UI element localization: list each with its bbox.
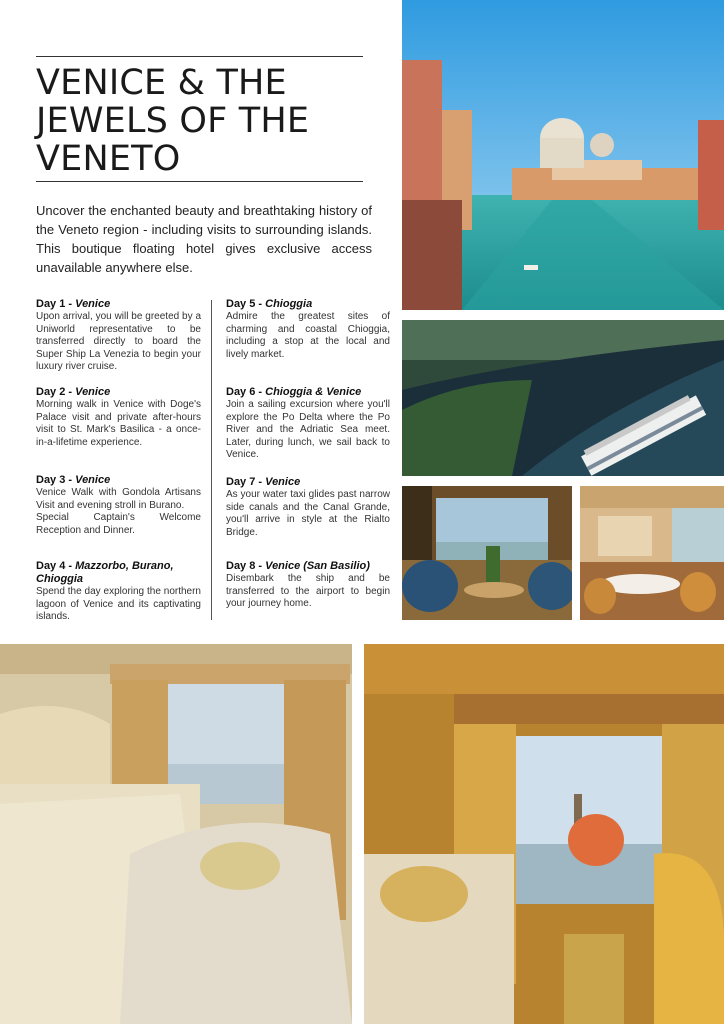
day-title: Day 1 - Venice [36, 298, 111, 310]
day-description: Disembark the ship and be transferred to the airport to begin your journey home. [226, 573, 390, 610]
day-title: Day 8 - Venice (San Basilio) [226, 560, 370, 572]
itinerary-day-3 [36, 474, 201, 537]
photo-venice-grand-canal [402, 0, 724, 310]
intro-paragraph: Uncover the enchanted beauty and breathtaking history of the Veneto region - including visits to surrounding islands. This boutique floating hotel gives exclusive access unavailable anywhere else. [36, 203, 372, 275]
page-title [36, 64, 376, 178]
itinerary-day-5 [226, 298, 390, 361]
title-bottom-rule [36, 181, 363, 182]
day-title: Day 5 - Chioggia [226, 298, 313, 310]
itinerary-day-6 [226, 386, 390, 462]
title-line-2: JEWELS OF THE [36, 101, 310, 141]
day-description: As your water taxi glides past narrow side canals and the Canal Grande, you'll arrive in style at the Rialto Bridge. [226, 489, 390, 538]
photo-ship-on-river [402, 320, 724, 476]
photo-ship-dining-room [580, 486, 724, 620]
day-description: Join a sailing excursion where you'll explore the Po Delta where the Po River and the Adriatic Sea meet. Later, during lunch, we sail back to Venice. [226, 399, 390, 461]
day-description-extra: Special Captain's Welcome Reception and Dinner. [36, 512, 201, 536]
photo-ship-lounge [402, 486, 572, 620]
title-line-1: VENICE & THE [36, 63, 287, 103]
day-title: Day 3 - Venice [36, 474, 111, 486]
day-description: Venice Walk with Gondola Artisans Visit and evening stroll in Burano. [36, 487, 201, 511]
itinerary-day-1 [36, 298, 201, 374]
title-line-3: VENETO [36, 139, 181, 179]
itinerary-day-4 [36, 560, 201, 624]
day-title: Day 7 - Venice [226, 476, 301, 488]
itinerary-day-2 [36, 386, 201, 449]
day-description: Admire the greatest sites of charming and coastal Chioggia, including a stop at the local and lively market. [226, 311, 390, 360]
day-title: Day 6 - Chioggia & Venice [226, 386, 362, 398]
photo-suite-living-area [364, 644, 724, 1024]
day-description: Morning walk in Venice with Doge's Palace visit and private after-hours visit to St. Mark's Basilica - a once-in-a-lifetime experience. [36, 399, 201, 448]
day-description: Upon arrival, you will be greeted by a Uniworld representative to be transferred directly to board the Super Ship La Venezia to begin your luxury river cruise. [36, 311, 201, 373]
column-divider [211, 300, 212, 620]
itinerary-day-7 [226, 476, 390, 539]
day-title: Day 4 - Mazzorbo, Burano, Chioggia [36, 560, 174, 585]
title-top-rule [36, 56, 363, 57]
day-title: Day 2 - Venice [36, 386, 111, 398]
day-description: Spend the day exploring the northern lagoon of Venice and its captivating islands. [36, 586, 201, 623]
itinerary-day-8 [226, 560, 390, 611]
photo-stateroom-bedroom [0, 644, 352, 1024]
